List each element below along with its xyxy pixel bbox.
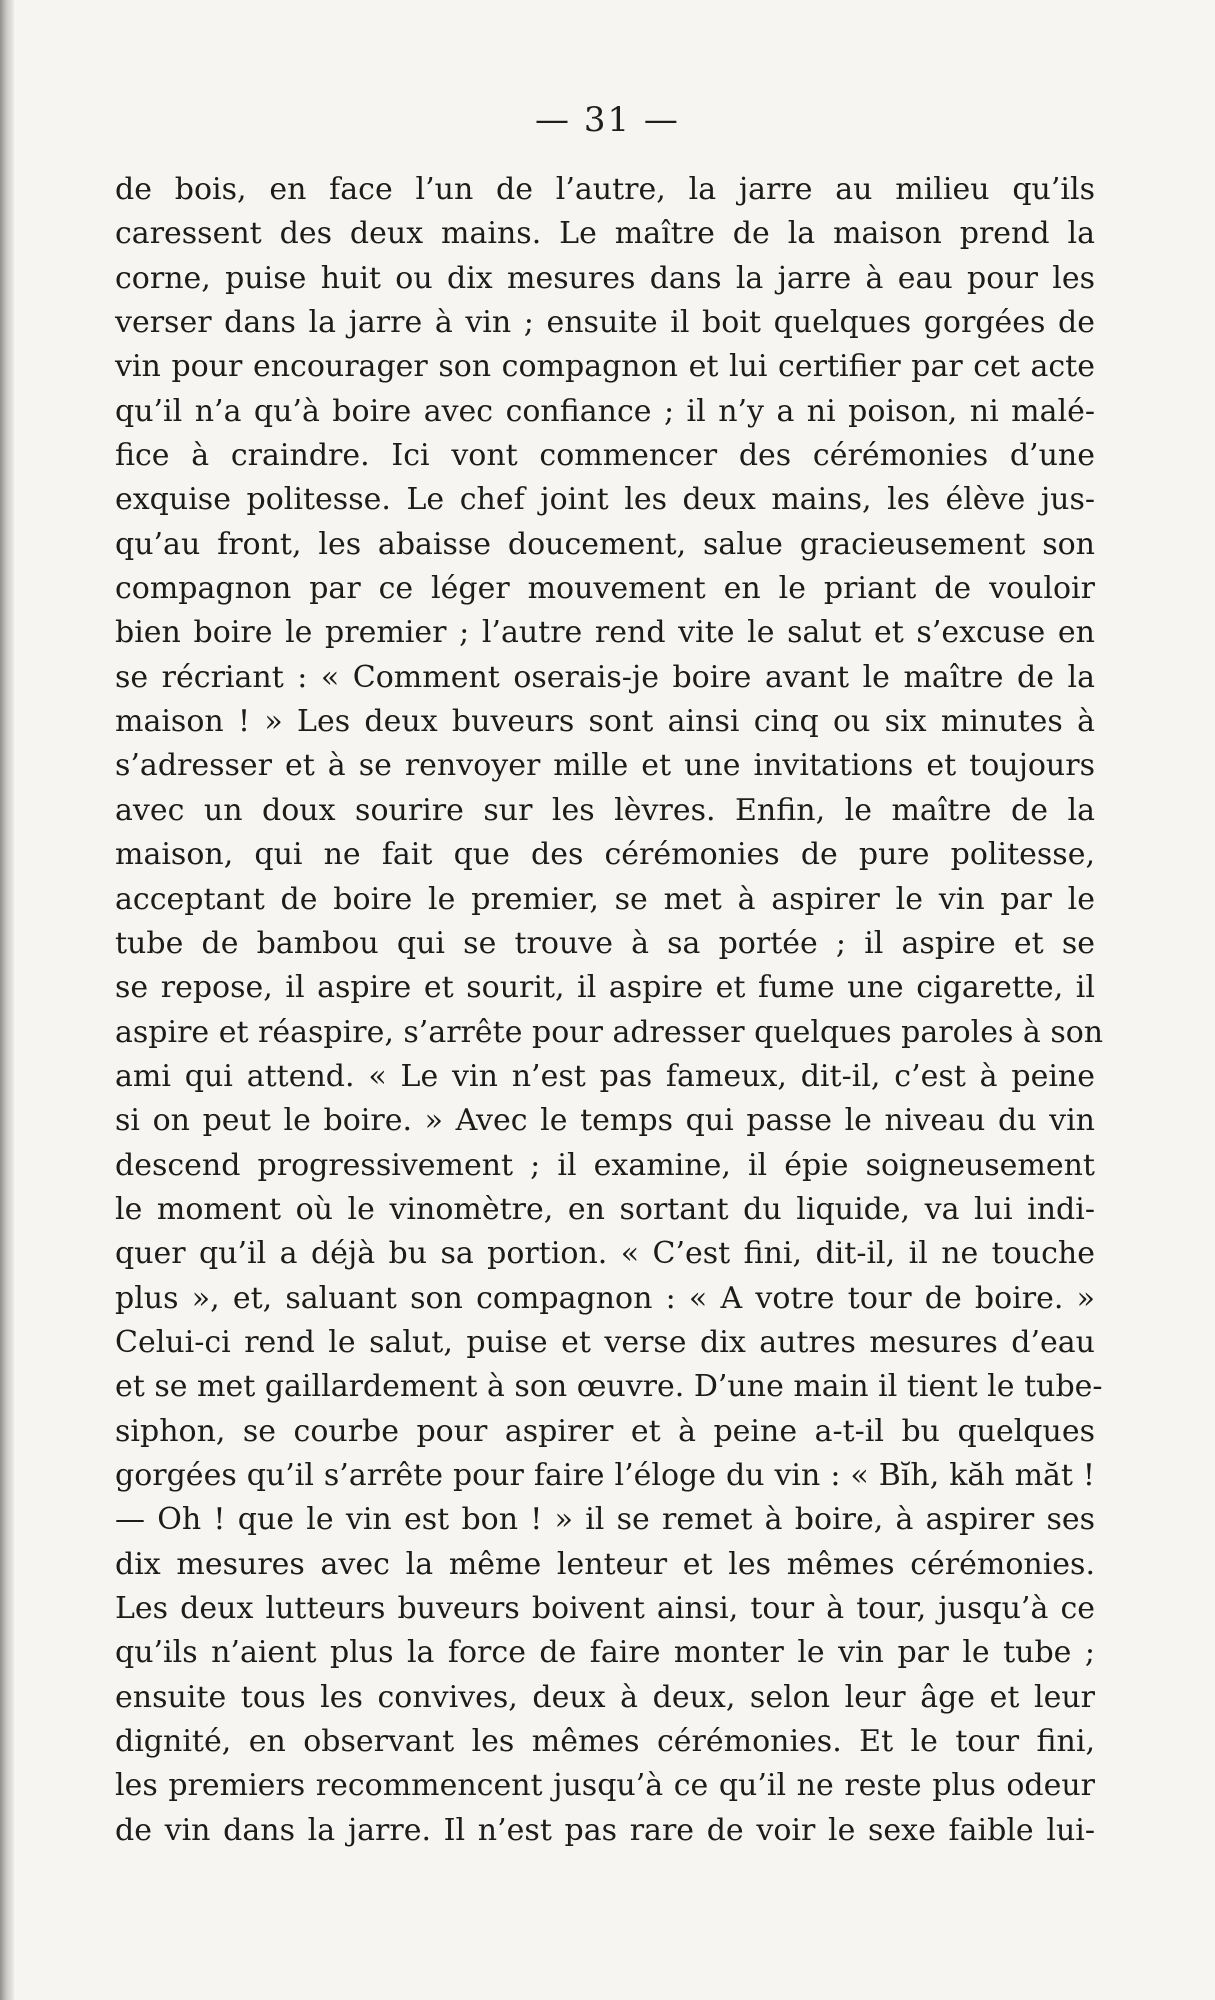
text-line: qu’au front, les abaisse doucement, salue gracieusement son	[115, 526, 1095, 562]
text-line: si on peut le boire. » Avec le temps qui passe le niveau du vin	[115, 1103, 1095, 1139]
text-line: ami qui attend. « Le vin n’est pas fameux, dit-il, c’est à peine	[115, 1058, 1095, 1094]
text-line: Les deux lutteurs buveurs boivent ainsi, tour à tour, jusqu’à ce	[115, 1591, 1095, 1626]
text-line: aspire et réaspire, s’arrête pour adresser quelques paroles à son	[115, 1014, 1104, 1050]
text-line: maison, qui ne fait que des cérémonies de pure politesse,	[115, 837, 1095, 873]
body-text	[115, 168, 1104, 1853]
page-number: — 31 —	[535, 100, 680, 140]
text-line: siphon, se courbe pour aspirer et à peine a-t-il bu quelques	[115, 1413, 1095, 1449]
text-line: maison ! » Les deux buveurs sont ainsi cinq ou six minutes à	[115, 704, 1095, 740]
text-line: de vin dans la jarre. Il n’est pas rare de voir le sexe faible lui-	[115, 1812, 1095, 1848]
text-line: tube de bambou qui se trouve à sa portée ; il aspire et se	[115, 925, 1095, 961]
text-line: gorgées qu’il s’arrête pour faire l’éloge du vin : « Bĭh, kăh măt !	[115, 1457, 1095, 1493]
text-line: ensuite tous les convives, deux à deux, selon leur âge et leur	[115, 1679, 1095, 1715]
text-line: acceptant de boire le premier, se met à aspirer le vin par le	[115, 881, 1095, 917]
text-line: qu’il n’a qu’à boire avec confiance ; il n’y a ni poison, ni malé-	[115, 393, 1095, 429]
text-line: exquise politesse. Le chef joint les deux mains, les élève jus-	[115, 482, 1095, 518]
text-line: Celui-ci rend le salut, puise et verse dix autres mesures d’eau	[115, 1324, 1095, 1360]
text-line: verser dans la jarre à vin ; ensuite il boit quelques gorgées de	[115, 305, 1095, 341]
page-binding-edge	[0, 0, 14, 2000]
text-line: le moment où le vinomètre, en sortant du liquide, va lui indi-	[115, 1191, 1095, 1227]
text-line: dix mesures avec la même lenteur et les mêmes cérémonies.	[115, 1546, 1095, 1582]
text-line: compagnon par ce léger mouvement en le priant de vouloir	[115, 571, 1095, 607]
text-line: les premiers recommencent jusqu’à ce qu’il ne reste plus odeur	[115, 1768, 1095, 1804]
text-line: se récriant : « Comment oserais-je boire avant le maître de la	[115, 659, 1095, 695]
text-line: avec un doux sourire sur les lèvres. Enfin, le maître de la	[115, 792, 1095, 828]
text-line: qu’ils n’aient plus la force de faire monter le vin par le tube ;	[115, 1635, 1095, 1671]
text-line: fice à craindre. Ici vont commencer des cérémonies d’une	[115, 438, 1095, 474]
text-line: vin pour encourager son compagnon et lui certifier par cet acte	[115, 349, 1095, 385]
text-line: de bois, en face l’un de l’autre, la jarre au milieu qu’ils	[115, 172, 1095, 207]
text-line: se repose, il aspire et sourit, il aspire et fume une cigarette, il	[115, 970, 1095, 1006]
text-line: corne, puise huit ou dix mesures dans la jarre à eau pour les	[115, 260, 1095, 296]
text-line: caressent des deux mains. Le maître de la maison prend la	[115, 216, 1095, 252]
text-line: plus », et, saluant son compagnon : « A votre tour de boire. »	[115, 1280, 1095, 1316]
text-line: quer qu’il a déjà bu sa portion. « C’est fini, dit-il, il ne touche	[115, 1236, 1095, 1272]
text-line: — Oh ! que le vin est bon ! » il se remet à boire, à aspirer ses	[115, 1502, 1095, 1538]
text-line: bien boire le premier ; l’autre rend vite le salut et s’excuse en	[115, 615, 1095, 651]
text-line: descend progressivement ; il examine, il épie soigneusement	[115, 1147, 1095, 1183]
text-line: s’adresser et à se renvoyer mille et une invitations et toujours	[115, 748, 1095, 784]
text-line: et se met gaillardement à son œuvre. D’une main il tient le tube-	[115, 1369, 1103, 1405]
text-line: dignité, en observant les mêmes cérémonies. Et le tour fini,	[115, 1724, 1095, 1760]
